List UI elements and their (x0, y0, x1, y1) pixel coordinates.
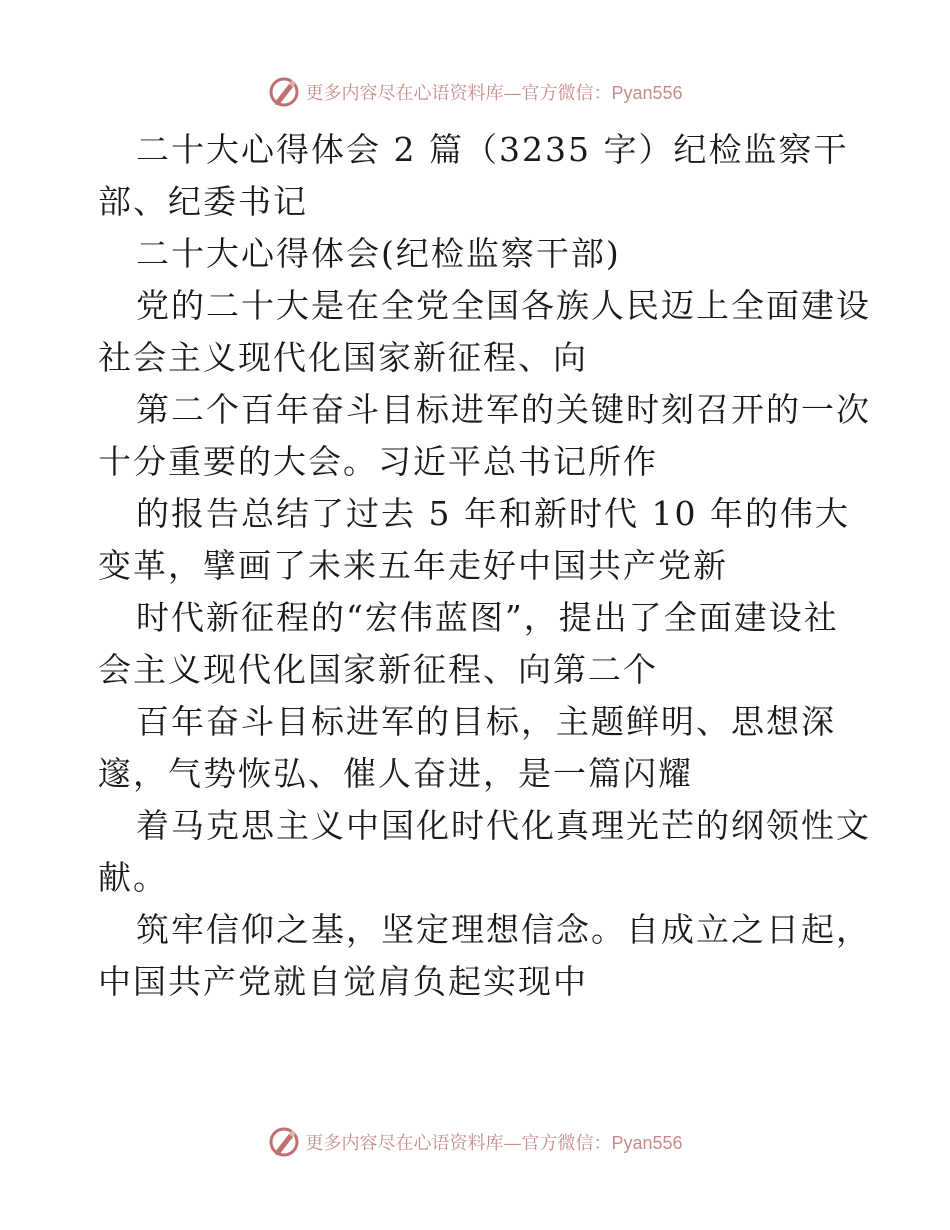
header-watermark (0, 72, 950, 112)
document-body (98, 124, 871, 1008)
footer-watermark (0, 1122, 950, 1162)
watermark-account: Pyan556 (611, 83, 683, 103)
text-line: 社会主义现代化国家新征程、向 (98, 338, 588, 377)
text-line: 十分重要的大会。习近平总书记所作 (98, 442, 658, 481)
text-line: 邃，气势恢弘、催人奋进，是一篇闪耀 (98, 754, 693, 793)
text-line: 第二个百年奋斗目标进军的关键时刻召开的一次 (136, 390, 871, 429)
text-line: 百年奋斗目标进军的目标，主题鲜明、思想深 (136, 702, 836, 741)
text-line: 中国共产党就自觉肩负起实现中 (98, 962, 588, 1001)
text-line: 时代新征程的“宏伟蓝图”，提出了全面建设社 (136, 598, 839, 637)
text-line: 筑牢信仰之基，坚定理想信念。自成立之日起， (136, 910, 871, 949)
pen-circle-icon (267, 75, 301, 109)
text-line: 二十大心得体会(纪检监察干部) (136, 234, 621, 273)
text-line: 献。 (98, 858, 168, 897)
watermark-text: 更多内容尽在心语资料库—官方微信： (305, 83, 612, 104)
text-line: 部、纪委书记 (98, 182, 308, 221)
text-line: 的报告总结了过去 5 年和新时代 10 年的伟大 (136, 494, 850, 533)
text-line: 二十大心得体会 2 篇（3235 字）纪检监察干 (136, 130, 849, 169)
text-line: 着马克思主义中国化时代化真理光芒的纲领性文 (136, 806, 871, 845)
text-line: 党的二十大是在全党全国各族人民迈上全面建设 (136, 286, 871, 325)
text-line: 变革，擘画了未来五年走好中国共产党新 (98, 546, 728, 585)
watermark-text: 更多内容尽在心语资料库—官方微信： (305, 1133, 612, 1154)
text-line: 会主义现代化国家新征程、向第二个 (98, 650, 658, 689)
watermark-account: Pyan556 (611, 1133, 683, 1153)
pen-circle-icon (267, 1125, 301, 1159)
